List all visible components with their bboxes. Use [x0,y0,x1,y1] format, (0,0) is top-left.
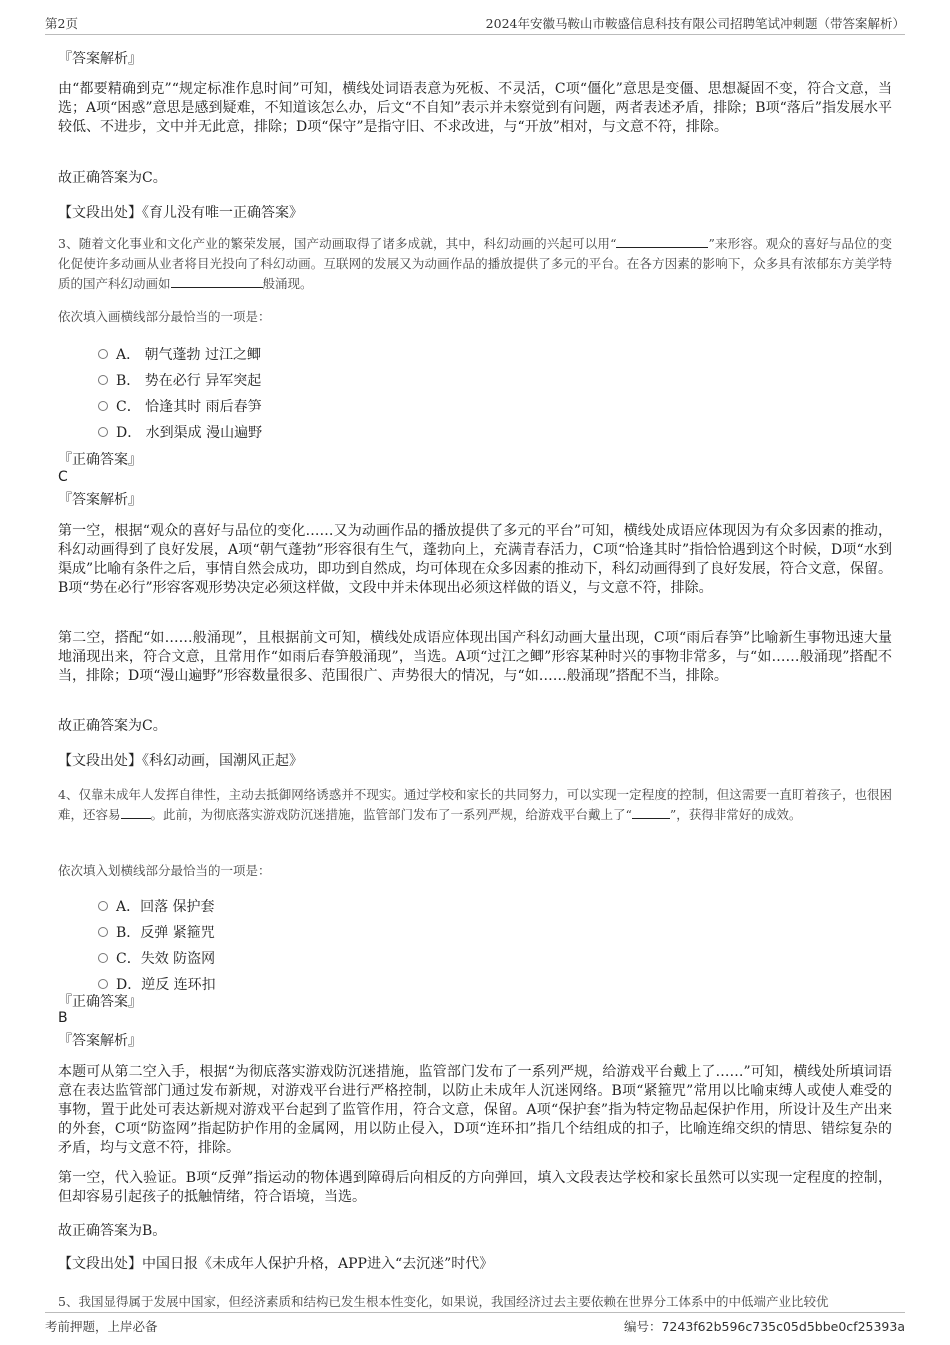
q4-option-a[interactable]: A．回落 保护套 [98,896,215,916]
q3-prompt: 依次填入画横线部分最恰当的一项是： [58,309,271,324]
q4-option-c[interactable]: C．失效 防盗网 [98,948,215,968]
analysis-label: 『答案解析』 [58,51,142,67]
q4-option-b[interactable]: B．反弹 紧箍咒 [98,922,215,942]
q4-conclusion: 故正确答案为B。 [58,1223,167,1239]
q3-stem: 3、随着文化事业和文化产业的繁荣发展，国产动画取得了诸多成就，其中，科幻动画的兴起可以用“ ”来形容。观众的喜好与品位的变化促使许多动画从业者将目光投向了科幻动画。互联网的发展又为动画作品的播放提供了多元的平台。在各方因素的影响下，众多具有浓郁东方美学特质的国产科幻动画如 般涌现。 [58,236,892,291]
analysis-label: 『答案解析』 [58,492,142,508]
page-header [45,14,905,35]
q3-answer: C [58,469,68,485]
q3-analysis-1: 第一空，根据“观众的喜好与品位的变化……又为动画作品的播放提供了多元的平台”可知，横线处成语应体现因为有众多因素的推动，科幻动画得到了良好发展，A项“朝气蓬勃”形容很有生气，蓬勃向上，充满青春活力，C项“恰逢其时”指恰恰遇到这个时候，D项“水到渠成”比喻有条件之后，事情自然会成功，即功到自然成，均可体现在众多因素的推动下，科幻动画得到了良好发展，符合文意，保留。B项“势在必行”形容客观形势决定必须这样做，文段中并未体现出必须这样做的语义，与文意不符，排除。 [58,523,892,596]
radio-icon [98,375,108,385]
q3-option-b[interactable]: B． 势在必行 异军突起 [98,370,261,390]
correct-answer-label: 『正确答案』 [58,994,142,1010]
q3-conclusion: 故正确答案为C。 [58,718,167,734]
q4-stem: 4、仅靠未成年人发挥自律性，主动去抵御网络诱惑并不现实。通过学校和家长的共同努力，可以实现一定程度的控制，但这需要一直盯着孩子，也很困难，还容易 。此前，为彻底落实游戏防沉迷措施，监管部门发布了一系列严规，给游戏平台戴上了“ ”，获得非常好的成效。 [58,787,892,822]
q4-option-d[interactable]: D．逆反 连环扣 [98,974,216,994]
q4-prompt: 依次填入划横线部分最恰当的一项是： [58,863,271,878]
q4-source: 【文段出处】中国日报《未成年人保护升格，APP进入“去沉迷”时代》 [58,1256,494,1272]
q2-analysis: 由“都要精确到克”“规定标准作息时间”可知，横线处词语表意为死板、不灵活，C项“僵化”意思是变僵、思想凝固不变，符合文意，当选；A项“困惑”意思是感到疑难，不知道该怎么办，后文“不自知”表示并未察觉到有问题，两者表述矛盾，排除；B项“落后”指发展水平较低、不进步，文中并无此意，排除；D项“保守”是指守旧、不求改进，与“开放”相对，与文意不符，排除。 [58,81,892,135]
footer-slogan: 考前押题，上岸必备 [45,1319,158,1334]
q4-blank-1 [121,806,151,819]
radio-icon [98,349,108,359]
radio-icon [98,427,108,437]
q3-blank-2 [171,275,263,288]
q2-conclusion: 故正确答案为C。 [58,170,167,186]
q4-analysis-1: 本题可从第二空入手，根据“为彻底落实游戏防沉迷措施，监管部门发布了一系列严规，给游戏平台戴上了……”可知，横线处所填词语意在表达监管部门通过发布新规，对游戏平台进行严格控制，以防止未成年人沉迷网络。B项“紧箍咒”常用以比喻束缚人或使人难受的事物，置于此处可表达新规对游戏平台起到了监管作用，符合文意，保留。A项“保护套”指为特定物品起保护作用，所设计及生产出来的外套，C项“防盗网”指起防护作用的金属网，用以防止侵入，D项“连环扣”指几个结组成的扣子，比喻连绵交织的情思、错综复杂的矛盾，均与文意不符，排除。 [58,1064,892,1156]
radio-icon [98,979,108,989]
document-code: 编号：7243f62b596c735c05d5bbe0cf25393a [623,1319,905,1334]
q5-stem-partial: 5、我国显得属于发展中国家，但经济素质和结构已发生根本性变化，如果说，我国经济过去主要依赖在世界分工体系中的中低端产业比较优 [58,1294,829,1309]
correct-answer-label: 『正确答案』 [58,452,142,468]
radio-icon [98,901,108,911]
page-number: 第2页 [45,16,78,31]
q3-option-c[interactable]: C． 恰逢其时 雨后春笋 [98,396,262,416]
q3-option-a[interactable]: A． 朝气蓬勃 过江之鲫 [98,344,261,364]
q4-blank-2 [632,806,670,819]
radio-icon [98,927,108,937]
radio-icon [98,953,108,963]
q4-analysis-2: 第一空，代入验证。B项“反弹”指运动的物体遇到障碍后向相反的方向弹回，填入文段表达学校和家长虽然可以实现一定程度的控制，但却容易引起孩子的抵触情绪，符合语境，当选。 [58,1170,892,1205]
q5-cut-line [58,1292,892,1309]
page-footer [45,1312,905,1335]
q3-option-d[interactable]: D． 水到渠成 漫山遍野 [98,422,262,442]
radio-icon [98,401,108,411]
analysis-label: 『答案解析』 [58,1033,142,1049]
q3-source: 【文段出处】《科幻动画，国潮风正起》 [58,753,303,769]
q2-source: 【文段出处】《育儿没有唯一正确答案》 [58,205,303,221]
document-title: 2024年安徽马鞍山市鞍盛信息科技有限公司招聘笔试冲刺题（带答案解析） [485,16,905,31]
q4-answer: B [58,1010,68,1026]
q3-blank-1 [616,235,708,248]
q3-analysis-2: 第二空，搭配“如……般涌现”，且根据前文可知，横线处成语应体现出国产科幻动画大量出现，C项“雨后春笋”比喻新生事物迅速大量地涌现出来，符合文意，且常用作“如雨后春笋般涌现”，当选。A项“过江之鲫”形容某种时兴的事物非常多，与“如……般涌现”搭配不当，排除；D项“漫山遍野”形容数量很多、范围很广、声势很大的情况，与“如……般涌现”搭配不当，排除。 [58,630,892,684]
